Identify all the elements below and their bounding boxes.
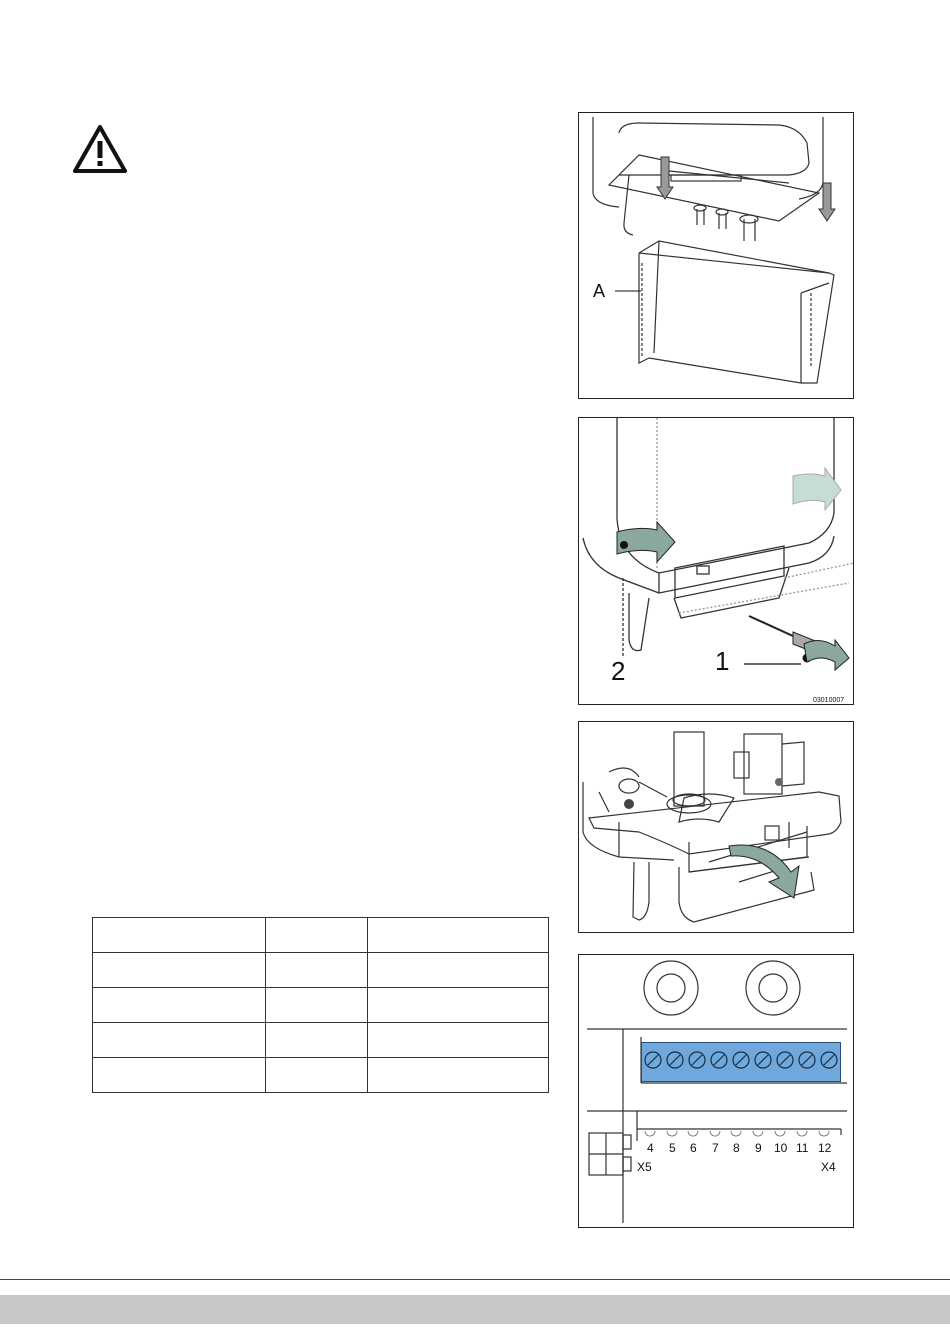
table-cell [266, 988, 368, 1023]
terminal-number: 8 [733, 1141, 740, 1155]
table-cell [93, 918, 266, 953]
figure-front-panel-screwdriver [578, 417, 854, 705]
figure-boiler-cover-installation [578, 112, 854, 399]
terminal-number: 10 [774, 1141, 788, 1155]
table-row [93, 918, 549, 953]
connector-label-x4: X4 [821, 1160, 836, 1174]
table-cell [266, 1058, 368, 1093]
terminal-number: 5 [669, 1141, 676, 1155]
figure-label-a: A [593, 281, 606, 301]
table-cell [266, 1023, 368, 1058]
table-cell [368, 918, 549, 953]
terminal-number: 12 [818, 1141, 832, 1155]
table-cell [368, 988, 549, 1023]
footer-divider [0, 1279, 950, 1280]
table-row [93, 1023, 549, 1058]
table-cell [93, 953, 266, 988]
warning-triangle-icon [72, 124, 128, 174]
table-cell [368, 1023, 549, 1058]
terminal-numbers [641, 1131, 841, 1161]
table-cell [266, 918, 368, 953]
figure-terminal-block [578, 954, 854, 1228]
table-cell [93, 988, 266, 1023]
figure-control-box-open [578, 721, 854, 933]
footer-bar [0, 1295, 950, 1324]
figure-label-2: 2 [611, 656, 626, 686]
figure-code: 03010007 [813, 697, 845, 704]
table-row [93, 988, 549, 1023]
terminal-screw-block [641, 1042, 841, 1082]
figure-label-1: 1 [715, 646, 730, 676]
table-cell [266, 953, 368, 988]
terminal-number: 9 [755, 1141, 762, 1155]
terminal-number: 6 [690, 1141, 697, 1155]
table-row [93, 1058, 549, 1093]
data-table [92, 917, 549, 1093]
terminal-number: 11 [796, 1141, 809, 1155]
terminal-number: 4 [647, 1141, 654, 1155]
table-cell [93, 1058, 266, 1093]
connector-label-x5: X5 [637, 1160, 652, 1174]
table-row [93, 953, 549, 988]
table-cell [368, 953, 549, 988]
table-cell [368, 1058, 549, 1093]
table-cell [93, 1023, 266, 1058]
terminal-number: 7 [712, 1141, 719, 1155]
